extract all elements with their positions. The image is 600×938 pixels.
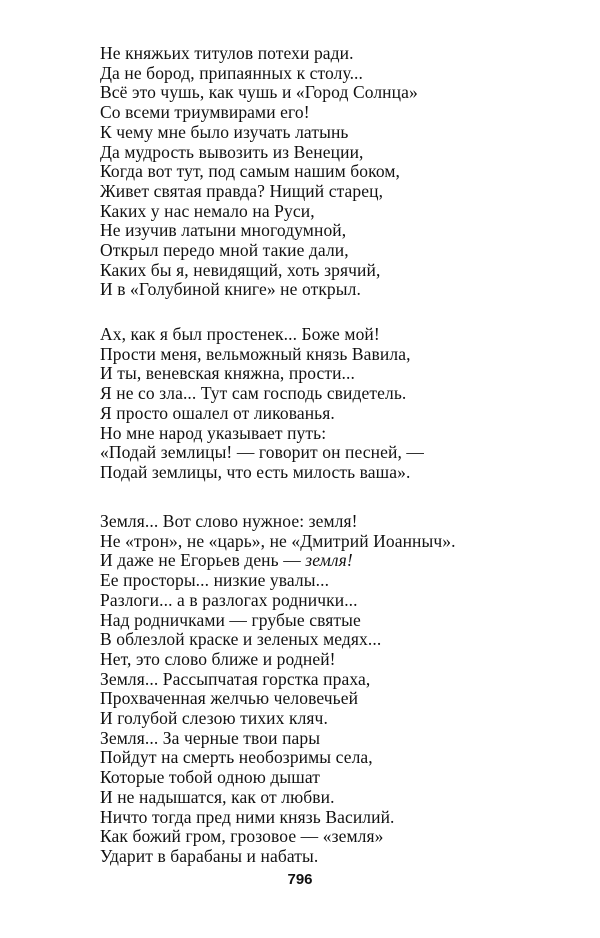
poem-line: Пойдут на смерть необозримы села, [100,747,373,768]
stanza-3 [100,512,456,867]
poem-line: И в «Голубиной книге» не открыл. [100,279,361,300]
poem-line: Не княжьих титулов потехи ради. [100,43,354,63]
poem-line: Земля... Вот слово нужное: земля! [100,511,358,531]
stanza-1 [100,44,418,300]
poem-line: И голубой слезою тихих кляч. [100,708,328,729]
poem-line: «Подай землицы! — говорит он песней, — [100,442,424,463]
poem-line: Над родничками — грубые святые [100,609,361,630]
poem-line: Которые тобой одною дышат [100,767,321,788]
poem-line-italic-word: земля! [305,550,353,571]
poem-line: Земля... Рассыпчатая горстка праха, [100,668,371,689]
poem-line: Живет святая правда? Нищий старец, [100,180,384,201]
poem-line: Ах, как я был простенек... Боже мой! [100,324,380,344]
poem-line: Ее просторы... низкие увалы... [100,570,330,591]
poem-line: Каких у нас немало на Руси, [100,200,315,221]
stanza-2 [100,325,424,483]
poem-line: Прости меня, вельможный князь Вавила, [100,343,411,364]
poem-line: Открыл передо мной такие дали, [100,240,349,261]
poem-line: Со всеми триумвирами его! [100,102,310,123]
poem-line: Разлоги... а в разлогах роднички... [100,589,358,610]
poem-line: К чему мне было изучать латынь [100,121,349,142]
poem-line: Нет, это слово ближе и родней! [100,648,336,669]
poem-line: Не изучив латыни многодумной, [100,220,347,241]
poem-line: Я не со зла... Тут сам господь свидетель. [100,383,407,404]
poem-line: Я просто ошалел от ликованья. [100,402,335,423]
poem-line: Не «трон», не «царь», не «Дмитрий Иоанныч». [100,530,456,551]
poem-line: Ничто тогда пред ними князь Василий. [100,806,395,827]
poem-line: И ты, веневская княжна, прости... [100,363,355,384]
poem-line: Земля... За черные твои пары [100,727,321,748]
poem-line: Каких бы я, невидящий, хоть зрячий, [100,259,381,280]
poem-line: В облезлой краске и зеленых медях... [100,629,382,650]
poem-line-text: И даже не Егорьев день — [100,550,306,571]
poem-line: Как божий гром, грозовое — «земля» [100,826,384,847]
poem-line: Да мудрость вывозить из Венеции, [100,141,364,162]
poem-line: Когда вот тут, под самым нашим боком, [100,161,401,182]
poem-line: Всё это чушь, как чушь и «Город Солнца» [100,82,418,103]
poem-line: Прохваченная желчью человечьей [100,688,359,709]
poem-line: И не надышатся, как от любви. [100,786,335,807]
poem-line-with-italic [100,551,456,571]
page-number: 796 [287,871,313,888]
poem-line: Но мне народ указывает путь: [100,422,327,443]
poem-line: Да не бород, припаянных к столу... [100,62,364,83]
poem-line: Подай землицы, что есть милость ваша». [100,461,411,482]
poem-line: Ударит в барабаны и набаты. [100,845,319,866]
